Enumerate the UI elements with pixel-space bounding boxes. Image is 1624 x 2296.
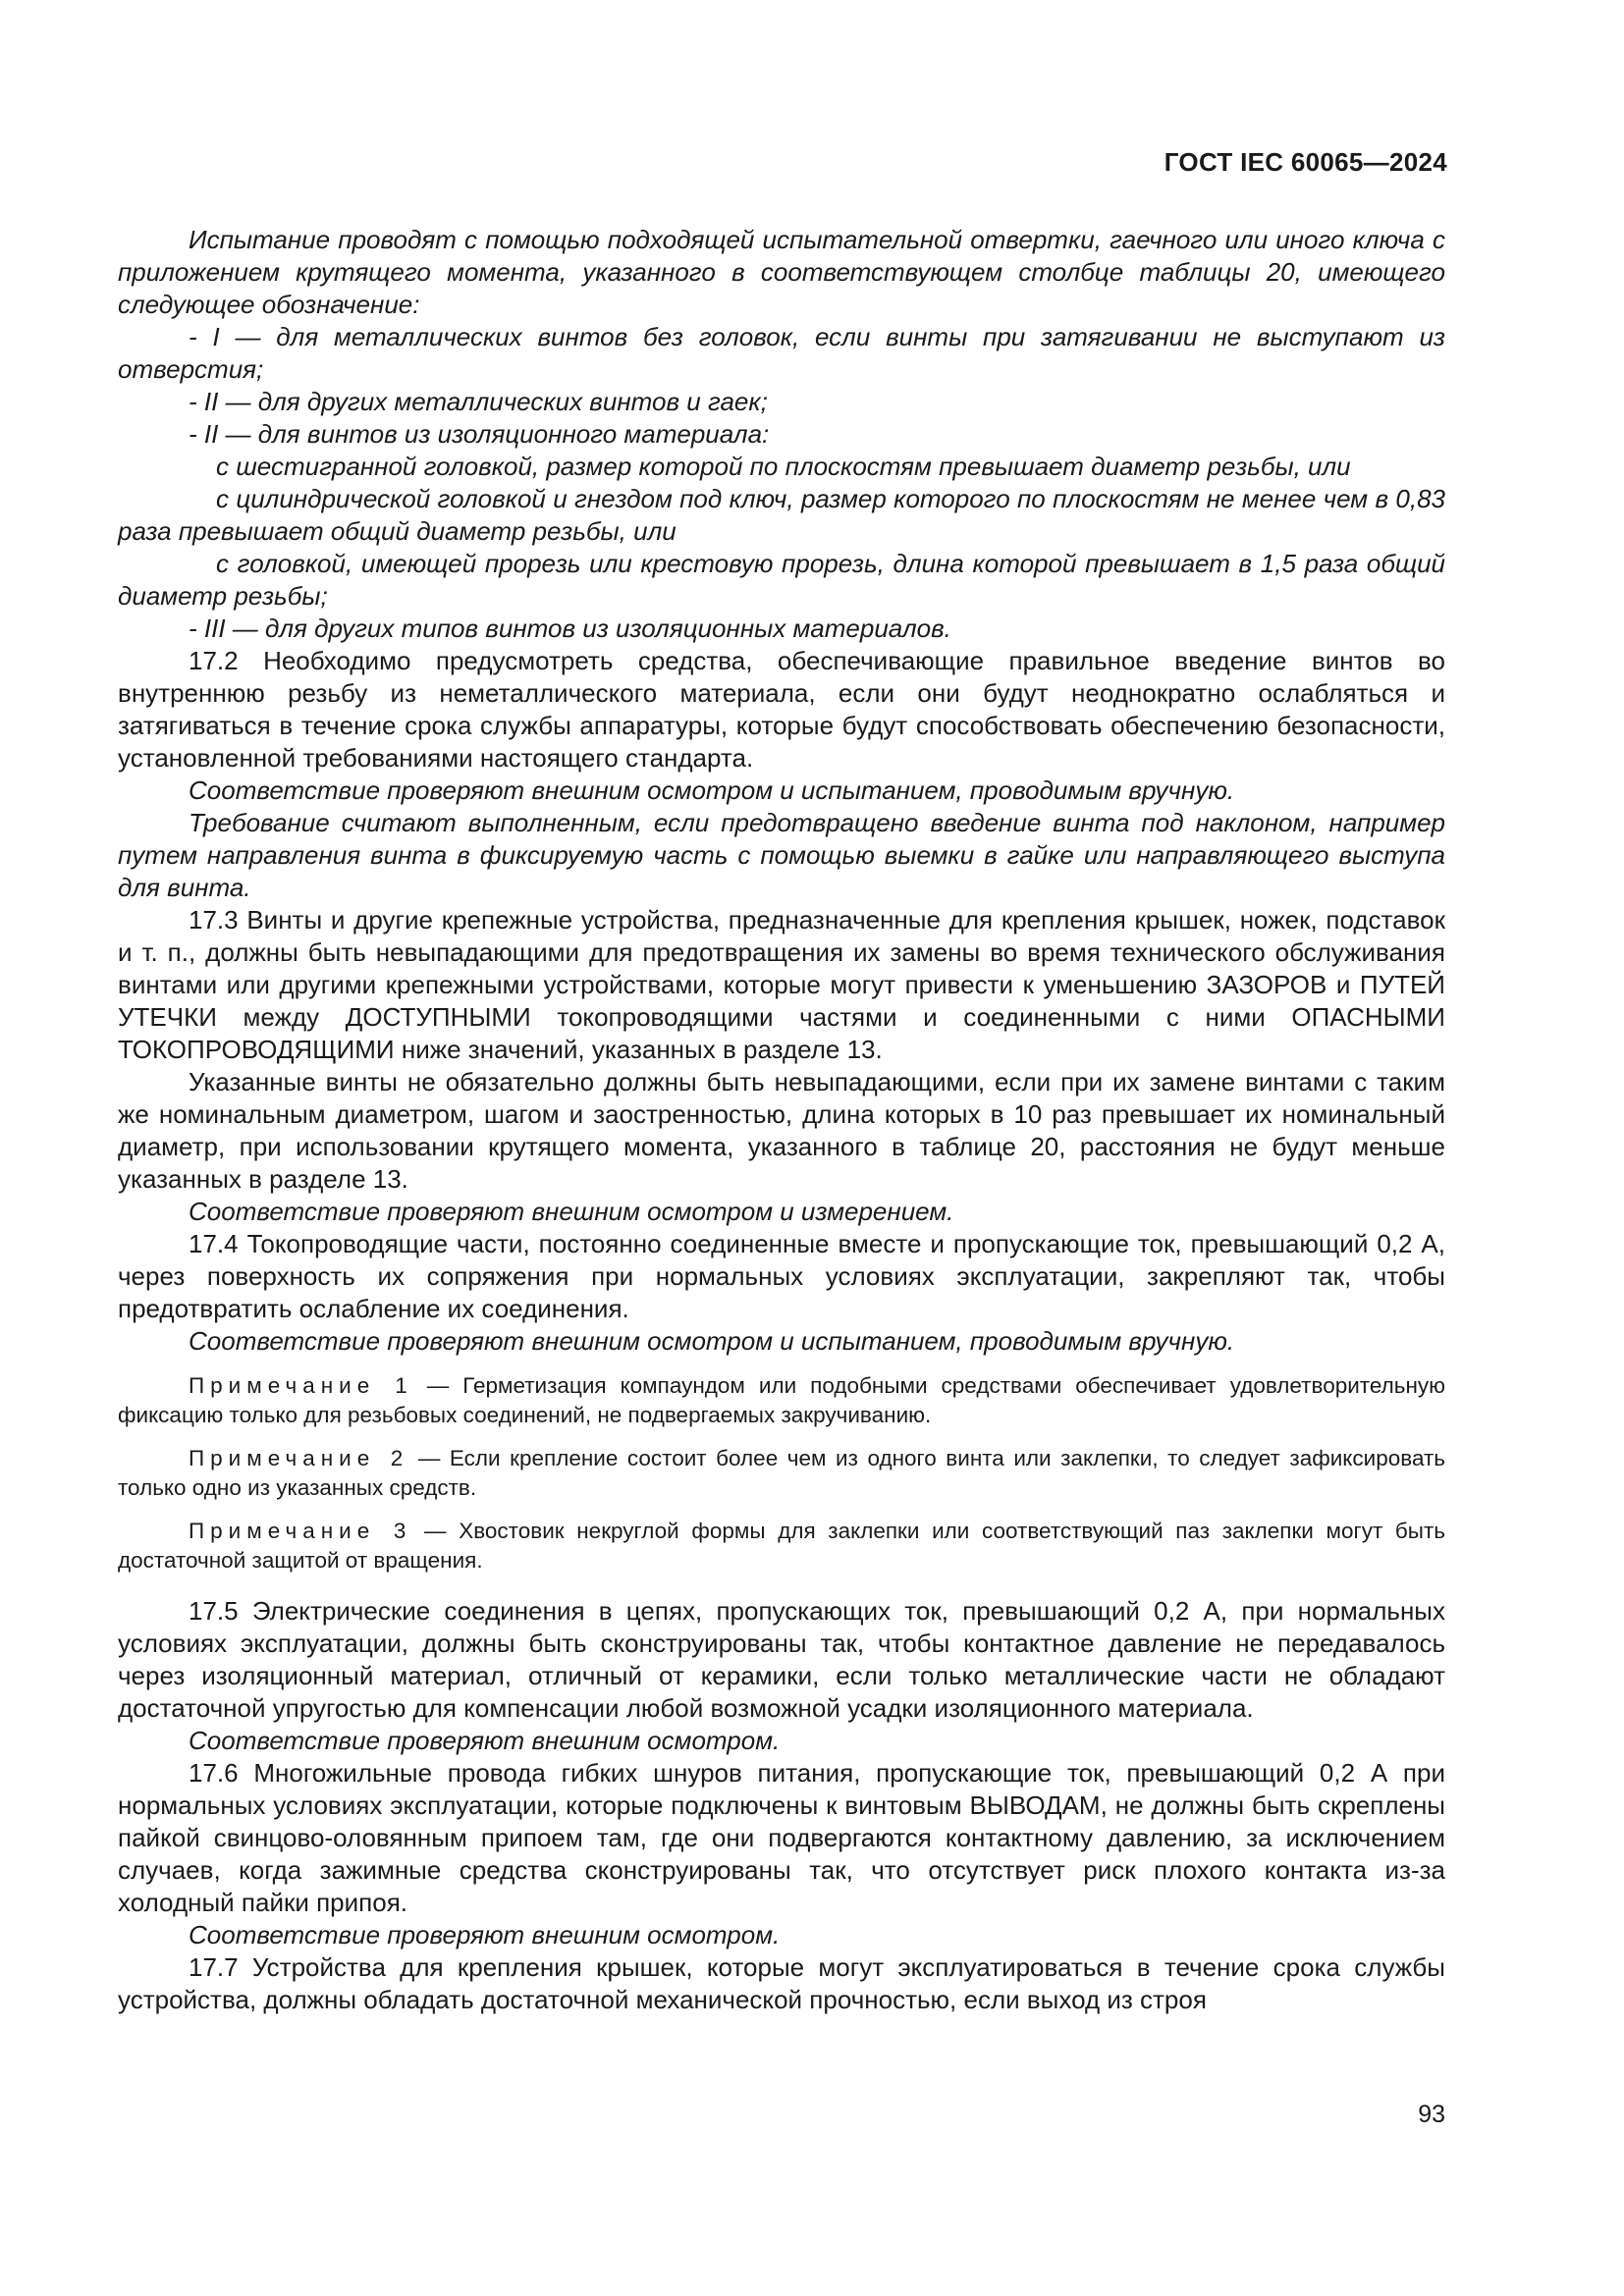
compliance-17-4: Соответствие проверяют внешним осмотром и испытанием, проводимым вручную. bbox=[189, 1326, 1235, 1356]
sub-item-hex-head: с шестигранной головкой, размер которой по плоскостям превышает диаметр резьбы, или bbox=[216, 452, 1351, 481]
note-text: — Если крепление состоит более чем из одного винта или заклепки, то следует зафиксировать только одно из указанных средств. bbox=[118, 1446, 1445, 1500]
compliance-17-5: Соответствие проверяют внешним осмотром. bbox=[189, 1726, 781, 1755]
sub-item-cylinder-head: с цилиндрической головкой и гнездом под ключ, размер которого по плоскостям не менее чем в 0,83 раза превышает общий диаметр резьбы, или bbox=[118, 484, 1445, 546]
paragraph-test-intro: Испытание проводят с помощью подходящей испытательной отвертки, гаечного или иного ключа с приложением крутящего момента, указанного в соответствующем столбце таблицы 20, имеющего следующее обозначение: bbox=[118, 225, 1445, 319]
clause-17-6: 17.6 Многожильные провода гибких шнуров питания, пропускающие ток, превышающий 0,2 А при нормальных условиях эксплуатации, которые подключены к винтовым ВЫВОДАМ, не должны быть скреплены пайкой свинцово-оловянным припоем там, где они подвергаются контактному давлению, за исключением случаев, когда зажимные средства сконструированы так, что отсутствует риск плохого контакта из-за холодный пайки припоя. bbox=[118, 1758, 1445, 1917]
list-item-screw-type-2-insulating: - II — для винтов из изоляционного материала: bbox=[189, 419, 770, 449]
requirement-17-2: Требование считают выполненным, если предотвращено введение винта под наклоном, например путем направления винта в фиксируемую часть с помощью выемки в гайке или направляющего выступа для винта. bbox=[118, 808, 1445, 902]
note-2 bbox=[118, 1444, 1445, 1503]
note-label: Примечание 1 bbox=[189, 1373, 413, 1398]
compliance-17-6: Соответствие проверяют внешним осмотром. bbox=[189, 1920, 781, 1949]
list-item-screw-type-3: - III — для других типов винтов из изоляционных материалов. bbox=[189, 614, 951, 643]
clause-17-4: 17.4 Токопроводящие части, постоянно соединенные вместе и пропускающие ток, превышающий 0,2 А, через поверхность их сопряжения при нормальных условиях эксплуатации, закрепляют так, чтобы предотвратить ослабление их соединения. bbox=[118, 1229, 1445, 1323]
note-label: Примечание 2 bbox=[189, 1446, 409, 1470]
compliance-17-2: Соответствие проверяют внешним осмотром и испытанием, проводимым вручную. bbox=[189, 775, 1235, 805]
clause-17-5: 17.5 Электрические соединения в цепях, пропускающих ток, превышающий 0,2 А, при нормальных условиях эксплуатации, должны быть сконструированы так, чтобы контактное давление не передавалось через изоляционный материал, отличный от керамики, если только металлические части не обладают достаточной упругостью для компенсации любой возможной усадки изоляционного материала. bbox=[118, 1596, 1445, 1723]
note-text: — Герметизация компаундом или подобными средствами обеспечивает удовлетворительную фиксацию только для резьбовых соединений, не подвергаемых закручиванию. bbox=[118, 1373, 1446, 1427]
list-item-screw-type-1: - I — для металлических винтов без головок, если винты при затягивании не выступают из отверстия; bbox=[118, 322, 1445, 384]
sub-item-slotted-head: с головкой, имеющей прорезь или крестовую прорезь, длина которой превышает в 1,5 раза общий диаметр резьбы; bbox=[118, 549, 1445, 611]
clause-17-7: 17.7 Устройства для крепления крышек, которые могут эксплуатироваться в течение срока службы устройства, должны обладать достаточной механической прочностью, если выход из строя bbox=[118, 1952, 1445, 2014]
note-3 bbox=[118, 1517, 1445, 1575]
clause-17-3-exception: Указанные винты не обязательно должны быть невыпадающими, если при их замене винтами с таким же номинальным диаметром, шагом и заостренностью, длина которых в 10 раз превышает их номинальный диаметр, при использовании крутящего момента, указанного в таблице 20, расстояния не будут меньше указанных в разделе 13. bbox=[118, 1067, 1445, 1194]
note-text: — Хвостовик некруглой формы для заклепки или соответствующий паз заклепки могут быть достаточной защитой от вращения. bbox=[118, 1519, 1446, 1573]
document-header-standard: ГОСТ IEC 60065—2024 bbox=[1164, 147, 1447, 177]
list-item-screw-type-2-metal: - II — для других металлических винтов и гаек; bbox=[189, 387, 768, 416]
page-number: 93 bbox=[1418, 2101, 1445, 2128]
clause-17-3: 17.3 Винты и другие крепежные устройства, предназначенные для крепления крышек, ножек, подставок и т. п., должны быть невыпадающими для предотвращения их замены во время технического обслуживания винтами или другими крепежными устройствами, которые могут привести к уменьшению ЗАЗОРОВ и ПУТЕЙ УТЕЧКИ между ДОСТУПНЫМИ токопроводящими частями и соединенными с ними ОПАСНЫМИ ТОКОПРОВОДЯЩИМИ ниже значений, указанных в разделе 13. bbox=[118, 905, 1445, 1064]
clause-17-2: 17.2 Необходимо предусмотреть средства, обеспечивающие правильное введение винтов во внутреннюю резьбу из неметаллического материала, если они будут неоднократно ослабляться и затягиваться в течение срока службы аппаратуры, которые будут способствовать обеспечению безопасности, установленной требованиями настоящего стандарта. bbox=[118, 646, 1445, 773]
compliance-17-3: Соответствие проверяют внешним осмотром и измерением. bbox=[189, 1197, 954, 1226]
note-1 bbox=[118, 1371, 1445, 1430]
document-body bbox=[118, 224, 1445, 2016]
note-label: Примечание 3 bbox=[189, 1519, 412, 1543]
